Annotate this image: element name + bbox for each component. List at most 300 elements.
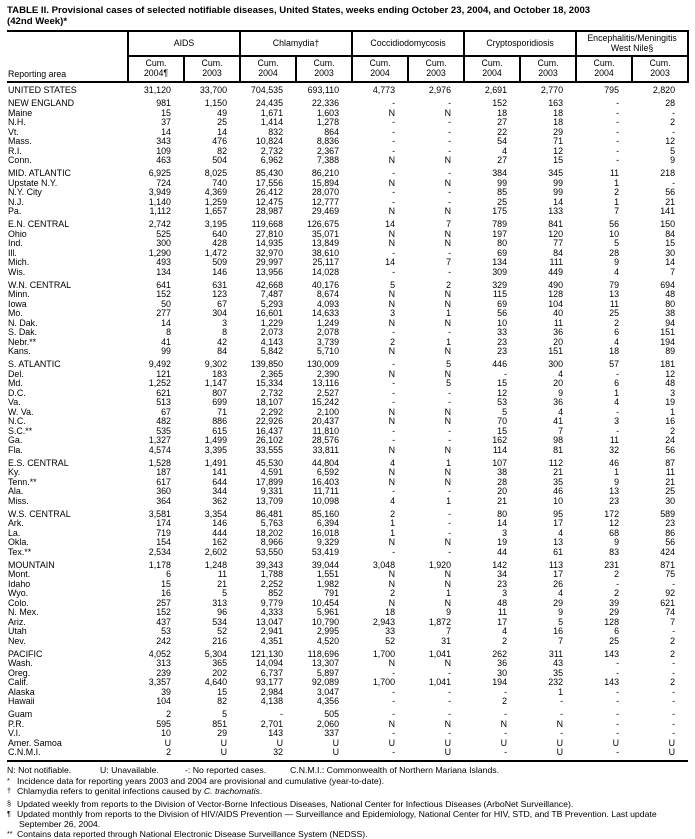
west-nile-2004-cell: - [616, 107, 620, 118]
reporting-area-cell: Calif. [8, 677, 29, 687]
cryptosporidiosis-2004-cell: 446 [492, 359, 508, 369]
cryptosporidiosis-2003-cell: 36 [553, 327, 564, 337]
chlamydia-2004-cell: 32,970 [255, 247, 284, 258]
aids-2003-cell: 216 [212, 635, 228, 646]
cryptosporidiosis-2004-cell: 44 [497, 546, 508, 557]
west-nile-2003-cell: - [672, 626, 676, 636]
cryptosporidiosis-2003-cell: 40 [553, 308, 564, 318]
west-nile-2004-cell: 4 [614, 266, 620, 277]
cryptosporidiosis-2004-cell: 30 [497, 667, 508, 678]
cryptosporidiosis-2004-cell: 36 [497, 658, 508, 668]
aids-2003-cell: 2,602 [204, 546, 228, 557]
west-nile-2004-cell: - [616, 155, 620, 165]
coccidiodomycosis-2004-cell: - [392, 667, 396, 678]
aids-2003-cell: 14 [217, 126, 228, 137]
legend-cnmi: C.N.M.I.: Commonwealth of Northern Mariana Islands. [290, 764, 500, 775]
west-nile-2003-cell: 2 [670, 635, 676, 646]
coccidiodomycosis-2004-cell: 14 [385, 257, 396, 267]
chlamydia-2004-cell: 2,292 [260, 406, 284, 417]
cryptosporidiosis-2003-cell: 17 [553, 569, 564, 579]
cryptosporidiosis-2003-cell: 11 [553, 317, 564, 328]
cryptosporidiosis-2003-cell: 61 [553, 546, 564, 557]
table-row [7, 538, 688, 548]
chlamydia-2004-cell: 10,824 [255, 136, 284, 146]
chlamydia-2003-cell: 22,336 [311, 98, 340, 108]
west-nile-2004-cell: 68 [609, 527, 620, 538]
aids-2003-cell: 141 [212, 467, 228, 477]
west-nile-2004-cell: 2 [614, 187, 620, 197]
legend-unavailable: U: Unavailable. [100, 764, 159, 775]
west-nile-2003-cell: - [672, 709, 676, 719]
coccidiodomycosis-2004-cell: 1,700 [372, 677, 396, 687]
cryptosporidiosis-2003-cell: 9 [558, 607, 564, 617]
chlamydia-2003-cell: 3,047 [316, 686, 340, 697]
reporting-area-cell: Va. [8, 397, 21, 407]
aids-2004-cell: 4,052 [148, 648, 171, 659]
cryptosporidiosis-2004-cell: 20 [497, 486, 508, 496]
coccidiodomycosis-2003-cell: N [444, 346, 452, 356]
chlamydia-2004-cell: - [280, 709, 284, 719]
table-row [7, 109, 688, 119]
reporting-area-cell: Alaska [8, 686, 35, 697]
chlamydia-2004-cell: 17,556 [255, 177, 284, 188]
cryptosporidiosis-2003-cell: 232 [548, 677, 564, 687]
chlamydia-2004-cell: 832 [268, 126, 284, 137]
coccidiodomycosis-2003-cell: - [448, 136, 452, 146]
aids-2003-cell: 3,395 [204, 444, 228, 455]
table-row [7, 370, 688, 380]
coccidiodomycosis-2004-cell: - [392, 126, 396, 137]
west-nile-2003-cell: - [672, 658, 676, 668]
chlamydia-2003-cell: 35,071 [311, 228, 340, 239]
col-group-aids: AIDS [128, 31, 240, 56]
west-nile-2004-cell: 9 [614, 476, 620, 487]
aids-2003-cell: 52 [217, 626, 228, 636]
aids-2004-cell: 41 [161, 336, 171, 347]
reporting-area-cell: MOUNTAIN [8, 559, 55, 570]
reporting-area-cell: Wash. [8, 658, 33, 668]
reporting-area-cell: D.C. [8, 387, 26, 398]
west-nile-2004-cell: 9 [614, 537, 620, 547]
chlamydia-2004-cell: 39,343 [255, 559, 284, 570]
coccidiodomycosis-2004-cell: N [388, 228, 396, 239]
west-nile-2003-cell: 694 [660, 279, 676, 290]
cryptosporidiosis-2003-cell: 36 [553, 397, 564, 407]
aids-2003-cell: 15 [217, 686, 228, 697]
west-nile-2003-cell: - [672, 718, 676, 729]
west-nile-2003-cell: 11 [665, 467, 676, 477]
table-row [7, 300, 688, 310]
coccidiodomycosis-2004-cell: - [392, 247, 396, 258]
aids-2003-cell: 313 [212, 597, 228, 608]
cryptosporidiosis-2004-cell: 134 [492, 257, 508, 267]
coccidiodomycosis-2004-cell: - [392, 136, 396, 146]
col-chlamydia-cum-2004: Cum. 2004 [240, 56, 296, 82]
table-row [7, 455, 688, 468]
aids-2004-cell: 525 [156, 228, 171, 239]
reporting-area-cell: Wyo. [8, 588, 29, 598]
chlamydia-2003-cell: 2,995 [316, 626, 340, 636]
aids-2003-cell: 3,195 [204, 219, 228, 229]
coccidiodomycosis-2004-cell: 14 [385, 219, 396, 229]
reporting-area-cell: W.S. CENTRAL [8, 508, 71, 519]
coccidiodomycosis-2004-cell: N [388, 467, 396, 477]
chlamydia-2004-cell: 42,668 [255, 279, 284, 290]
cryptosporidiosis-2003-cell: 46 [553, 486, 564, 496]
chlamydia-2004-cell: 2,073 [260, 327, 284, 337]
chlamydia-2003-cell: 791 [324, 588, 340, 598]
coccidiodomycosis-2003-cell: - [448, 145, 452, 156]
cryptosporidiosis-2003-cell: N [556, 718, 564, 729]
cryptosporidiosis-2004-cell: - [464, 748, 520, 761]
aids-2003-cell: 5 [222, 588, 228, 598]
chlamydia-2003-cell: 40,176 [311, 279, 340, 290]
coccidiodomycosis-2003-cell: U [444, 737, 452, 748]
table-row [7, 357, 688, 370]
coccidiodomycosis-2004-cell: - [392, 168, 396, 178]
table-row [7, 188, 688, 198]
aids-2004-cell: 37 [161, 117, 171, 127]
cryptosporidiosis-2004-cell: 23 [497, 578, 508, 589]
cryptosporidiosis-2004-cell: 262 [492, 648, 508, 659]
cryptosporidiosis-2003-cell: 16 [553, 626, 564, 636]
coccidiodomycosis-2004-cell: 2,943 [372, 616, 396, 627]
reporting-area-cell: Ariz. [8, 616, 26, 627]
west-nile-2003-cell: 86 [665, 527, 676, 538]
chlamydia-2004-cell: 45,530 [255, 457, 284, 468]
west-nile-2004-cell: - [616, 117, 620, 127]
aids-2003-cell: 1,491 [204, 457, 228, 468]
chlamydia-2003-cell: 33,811 [312, 444, 340, 455]
chlamydia-2003-cell: 1,603 [316, 107, 340, 118]
cryptosporidiosis-2004-cell: 25 [497, 196, 508, 207]
cryptosporidiosis-2004-cell: - [504, 709, 508, 719]
west-nile-2003-cell: - [672, 177, 676, 188]
table-row [7, 338, 688, 348]
cryptosporidiosis-2004-cell: 34 [497, 569, 508, 579]
aids-2004-cell: 1,290 [148, 247, 171, 258]
cryptosporidiosis-2004-cell: 3 [502, 527, 508, 538]
reporting-area-cell: V.I. [8, 728, 21, 738]
aids-2004-cell: 493 [156, 257, 171, 267]
chlamydia-2004-cell: 4,333 [260, 607, 284, 617]
coccidiodomycosis-2004-cell: N [388, 155, 396, 165]
cryptosporidiosis-2003-cell: 311 [548, 648, 564, 659]
coccidiodomycosis-2003-cell: 1 [446, 588, 452, 598]
chlamydia-2004-cell: 85,430 [255, 168, 284, 178]
aids-2003-cell: 67 [217, 298, 228, 309]
west-nile-2004-cell: - [616, 686, 620, 697]
chlamydia-2003-cell: 1,551 [316, 569, 340, 579]
chlamydia-2003-cell: 6,592 [316, 467, 340, 477]
west-nile-2003-cell: - [672, 667, 676, 678]
coccidiodomycosis-2003-cell: 5 [446, 378, 452, 388]
table-row [7, 207, 688, 217]
col-cryptosporidiosis-cum-2003: Cum. 2003 [520, 56, 576, 82]
west-nile-2004-cell: 795 [604, 85, 620, 95]
west-nile-2003-cell: 621 [660, 597, 676, 608]
aids-2004-cell: 2 [128, 748, 184, 761]
cryptosporidiosis-2003-cell: 111 [549, 257, 564, 267]
reporting-area-cell: Hawaii [8, 696, 35, 706]
cryptosporidiosis-2003-cell: 133 [548, 206, 564, 216]
col-cryptosporidiosis-cum-2004: Cum. 2004 [464, 56, 520, 82]
chlamydia-2003-cell: 15,894 [311, 177, 340, 188]
aids-2003-cell: 3,354 [204, 508, 228, 519]
cryptosporidiosis-2004-cell: 2 [502, 696, 508, 706]
west-nile-2004-cell: 11 [609, 168, 620, 178]
coccidiodomycosis-2003-cell: - [448, 98, 452, 108]
aids-2004-cell: 15 [161, 107, 171, 118]
aids-2004-cell: 343 [156, 136, 171, 146]
reporting-area-cell: S.C.** [8, 425, 33, 436]
west-nile-2003-cell: 12 [665, 136, 676, 146]
cryptosporidiosis-2004-cell: 85 [497, 187, 508, 197]
chlamydia-2003-cell: 126,675 [306, 219, 340, 229]
table-row [7, 729, 688, 739]
chlamydia-2004-cell: 18,202 [255, 527, 284, 538]
table-row [7, 156, 688, 166]
aids-2003-cell: 504 [212, 155, 228, 165]
table-row [7, 239, 688, 249]
chlamydia-2003-cell: 15,242 [311, 397, 340, 407]
west-nile-2003-cell: 48 [665, 289, 676, 299]
aids-2003-cell: 428 [212, 238, 228, 248]
cryptosporidiosis-2003-cell: 4 [558, 527, 564, 538]
west-nile-2003-cell: 5 [670, 145, 676, 156]
coccidiodomycosis-2004-cell: - [392, 117, 396, 127]
aids-2004-cell: 1,112 [149, 206, 171, 216]
reporting-area-cell: Utah [8, 626, 27, 636]
west-nile-2004-cell: 3 [614, 416, 620, 426]
west-nile-2004-cell: - [616, 696, 620, 706]
coccidiodomycosis-2004-cell: N [388, 317, 396, 328]
aids-2004-cell: 239 [156, 667, 171, 678]
chlamydia-2003-cell: 12,777 [311, 196, 340, 207]
west-nile-2003-cell: 21 [665, 196, 676, 207]
cryptosporidiosis-2003-cell: 35 [553, 476, 564, 487]
chlamydia-2003-cell: 13,116 [312, 378, 340, 388]
cryptosporidiosis-2004-cell: 114 [492, 444, 508, 455]
chlamydia-2004-cell: 86,481 [255, 508, 284, 519]
cryptosporidiosis-2004-cell: 54 [497, 136, 508, 146]
west-nile-2004-cell: 5 [614, 238, 620, 248]
coccidiodomycosis-2004-cell: - [392, 686, 396, 697]
west-nile-2004-cell: - [616, 406, 620, 417]
coccidiodomycosis-2003-cell: 2 [446, 279, 452, 290]
aids-2003-cell: 202 [212, 667, 228, 678]
chlamydia-2003-cell: 85,160 [311, 508, 340, 519]
cryptosporidiosis-2003-cell: 300 [548, 359, 564, 369]
chlamydia-2004-cell: 29,997 [255, 257, 284, 267]
table-title-line1: TABLE II. Provisional cases of selected notifiable diseases, United States, weeks ending October 23, 2004, and October 18, 2003 [7, 5, 591, 16]
cryptosporidiosis-2004-cell: 19 [497, 537, 508, 547]
chlamydia-2003-cell: 13,307 [311, 658, 340, 668]
aids-2004-cell: U [164, 737, 171, 748]
chlamydia-2004-cell: 16,601 [255, 308, 284, 318]
west-nile-2004-cell: 2 [614, 569, 620, 579]
aids-2003-cell: 5 [222, 709, 228, 719]
aids-2003-cell: 699 [212, 397, 228, 407]
cryptosporidiosis-2003-cell: 81 [553, 444, 564, 455]
west-nile-2004-cell: 1 [614, 387, 620, 398]
coccidiodomycosis-2003-cell: N [444, 406, 452, 417]
aids-2004-cell: 6,925 [148, 168, 171, 178]
reporting-area-cell: Mass. [8, 136, 32, 146]
table-row [7, 478, 688, 488]
chlamydia-2003-cell: 8,674 [316, 289, 340, 299]
cryptosporidiosis-2003-cell: 5 [558, 616, 564, 627]
west-nile-2003-cell: 74 [665, 607, 676, 617]
coccidiodomycosis-2003-cell: - [448, 266, 452, 277]
chlamydia-2003-cell: 28,576 [311, 435, 340, 445]
west-nile-2003-cell: 56 [665, 444, 676, 455]
chlamydia-2004-cell: 13,047 [255, 616, 284, 627]
table-row [7, 627, 688, 637]
west-nile-2004-cell: - [616, 658, 620, 668]
table-row [7, 739, 688, 749]
west-nile-2004-cell: 39 [609, 597, 620, 608]
table-row [7, 230, 688, 240]
aids-2004-cell: 31,120 [143, 85, 171, 95]
aids-2003-cell: 146 [212, 266, 228, 277]
chlamydia-2003-cell: 44,804 [311, 457, 340, 468]
aids-2003-cell: 304 [212, 308, 228, 318]
west-nile-2004-cell: - [576, 748, 632, 761]
footnote-section: § Updated weekly from reports to the Division of Vector-Borne Infectious Diseases, National Center for Infectious Diseases (ArboNet Surveillance). [7, 798, 574, 809]
cryptosporidiosis-2003-cell: 841 [548, 219, 564, 229]
aids-2004-cell: 641 [156, 279, 171, 290]
col-west-nile-cum-2004: Cum. 2004 [576, 56, 632, 82]
cryptosporidiosis-2003-cell: 29 [553, 597, 564, 608]
table-title [7, 5, 688, 27]
legend-no-cases: -: No reported cases. [185, 764, 267, 775]
cryptosporidiosis-2003-cell: 7 [558, 425, 564, 436]
coccidiodomycosis-2003-cell: - [448, 117, 452, 127]
col-group-chlamydia: Chlamydia† [240, 31, 352, 56]
west-nile-2003-cell: 12 [665, 368, 676, 379]
footnote-asterisk: * Incidence data for reporting years 2003 and 2004 are provisional and cumulative (year-to-date). [7, 775, 385, 786]
cryptosporidiosis-2003-cell: 77 [553, 238, 564, 248]
coccidiodomycosis-2004-cell: - [392, 397, 396, 407]
west-nile-2003-cell: 30 [665, 495, 676, 506]
chlamydia-2004-cell: 4,351 [260, 635, 284, 646]
aids-2003-cell: 1,259 [204, 196, 228, 207]
west-nile-2003-cell: - [672, 696, 676, 706]
chlamydia-2004-cell: 8,966 [260, 537, 284, 547]
aids-2003-cell: 615 [212, 425, 228, 436]
cryptosporidiosis-2004-cell: 27 [497, 155, 508, 165]
coccidiodomycosis-2004-cell: N [388, 569, 396, 579]
aids-2004-cell: 187 [156, 467, 171, 477]
coccidiodomycosis-2003-cell: 1,872 [428, 616, 452, 627]
west-nile-2004-cell: - [616, 98, 620, 108]
reporting-area-cell: Mont. [8, 569, 31, 579]
table-row [7, 659, 688, 669]
aids-2004-cell: 360 [156, 486, 171, 496]
cryptosporidiosis-2004-cell: 23 [497, 346, 508, 356]
cryptosporidiosis-2003-cell: 21 [553, 467, 564, 477]
footnote-double-asterisk: ** Contains data reported through National Electronic Disease Surveillance System (NEDSS). [7, 828, 368, 839]
coccidiodomycosis-2004-cell: N [388, 289, 396, 299]
chlamydia-2003-cell: 2,367 [316, 145, 340, 156]
aids-2003-cell: U [220, 737, 228, 748]
west-nile-2003-cell: 38 [665, 308, 676, 318]
cryptosporidiosis-2003-cell: 104 [548, 298, 564, 309]
aids-2003-cell: 82 [217, 696, 228, 706]
coccidiodomycosis-2004-cell: N [388, 298, 396, 309]
aids-2004-cell: 482 [156, 416, 171, 426]
coccidiodomycosis-2003-cell: N [444, 298, 452, 309]
west-nile-2003-cell: 150 [660, 219, 676, 229]
coccidiodomycosis-2003-cell: 1,920 [428, 559, 452, 570]
table-row [7, 427, 688, 437]
chlamydia-2004-cell: 1,671 [260, 107, 284, 118]
cryptosporidiosis-2003-cell: 163 [548, 98, 564, 108]
coccidiodomycosis-2003-cell: 1 [446, 336, 452, 347]
aids-2003-cell: 1,499 [204, 435, 228, 445]
chlamydia-2003-cell: 38,610 [311, 247, 340, 258]
chlamydia-2004-cell: 2,252 [260, 578, 284, 589]
chlamydia-2003-cell: 4,520 [316, 635, 340, 646]
reporting-area-cell: S. Dak. [8, 327, 38, 337]
cryptosporidiosis-2004-cell: 152 [492, 98, 508, 108]
coccidiodomycosis-2003-cell: 7 [446, 626, 452, 636]
coccidiodomycosis-2003-cell: N [444, 289, 452, 299]
west-nile-2003-cell: 89 [665, 346, 676, 356]
west-nile-2003-cell: 16 [665, 416, 676, 426]
coccidiodomycosis-2004-cell: - [392, 378, 396, 388]
aids-2003-cell: 4,640 [204, 677, 228, 687]
table-row [7, 646, 688, 659]
coccidiodomycosis-2003-cell: N [444, 107, 452, 118]
west-nile-2004-cell: 18 [609, 346, 620, 356]
cryptosporidiosis-2004-cell: 28 [497, 476, 508, 487]
coccidiodomycosis-2004-cell: N [388, 444, 396, 455]
chlamydia-2003-cell: 337 [324, 728, 340, 738]
chlamydia-2003-cell: 2,100 [316, 406, 340, 417]
west-nile-2004-cell: 128 [604, 616, 620, 627]
west-nile-2003-cell: 2 [670, 648, 676, 659]
aids-2004-cell: 1,327 [148, 435, 171, 445]
west-nile-2004-cell: 143 [604, 648, 620, 659]
col-chlamydia-cum-2003: Cum. 2003 [296, 56, 352, 82]
cryptosporidiosis-2004-cell: 14 [497, 518, 508, 528]
chlamydia-2004-cell: 26,102 [255, 435, 284, 445]
table-row [7, 570, 688, 580]
coccidiodomycosis-2003-cell: N [444, 718, 452, 729]
table-body [7, 82, 688, 761]
coccidiodomycosis-2003-cell: - [448, 126, 452, 137]
aids-2004-cell: 1,140 [148, 196, 171, 207]
table-row [7, 580, 688, 590]
coccidiodomycosis-2003-cell: - [448, 508, 452, 519]
table-row [7, 748, 688, 761]
aids-2004-cell: 724 [156, 177, 171, 188]
table-row [7, 128, 688, 138]
aids-2004-cell: 1,252 [148, 378, 171, 388]
cryptosporidiosis-2003-cell: 9 [558, 387, 564, 398]
west-nile-2003-cell: U [632, 748, 688, 761]
chlamydia-2004-cell: 33,555 [255, 444, 284, 455]
table-row [7, 408, 688, 418]
coccidiodomycosis-2004-cell: 1,700 [372, 648, 396, 659]
cryptosporidiosis-2003-cell: 99 [553, 187, 564, 197]
west-nile-2003-cell: 92 [665, 588, 676, 598]
chlamydia-2004-cell: 28,987 [255, 206, 284, 216]
aids-2003-cell: 640 [212, 228, 228, 239]
coccidiodomycosis-2003-cell: - [448, 327, 452, 337]
